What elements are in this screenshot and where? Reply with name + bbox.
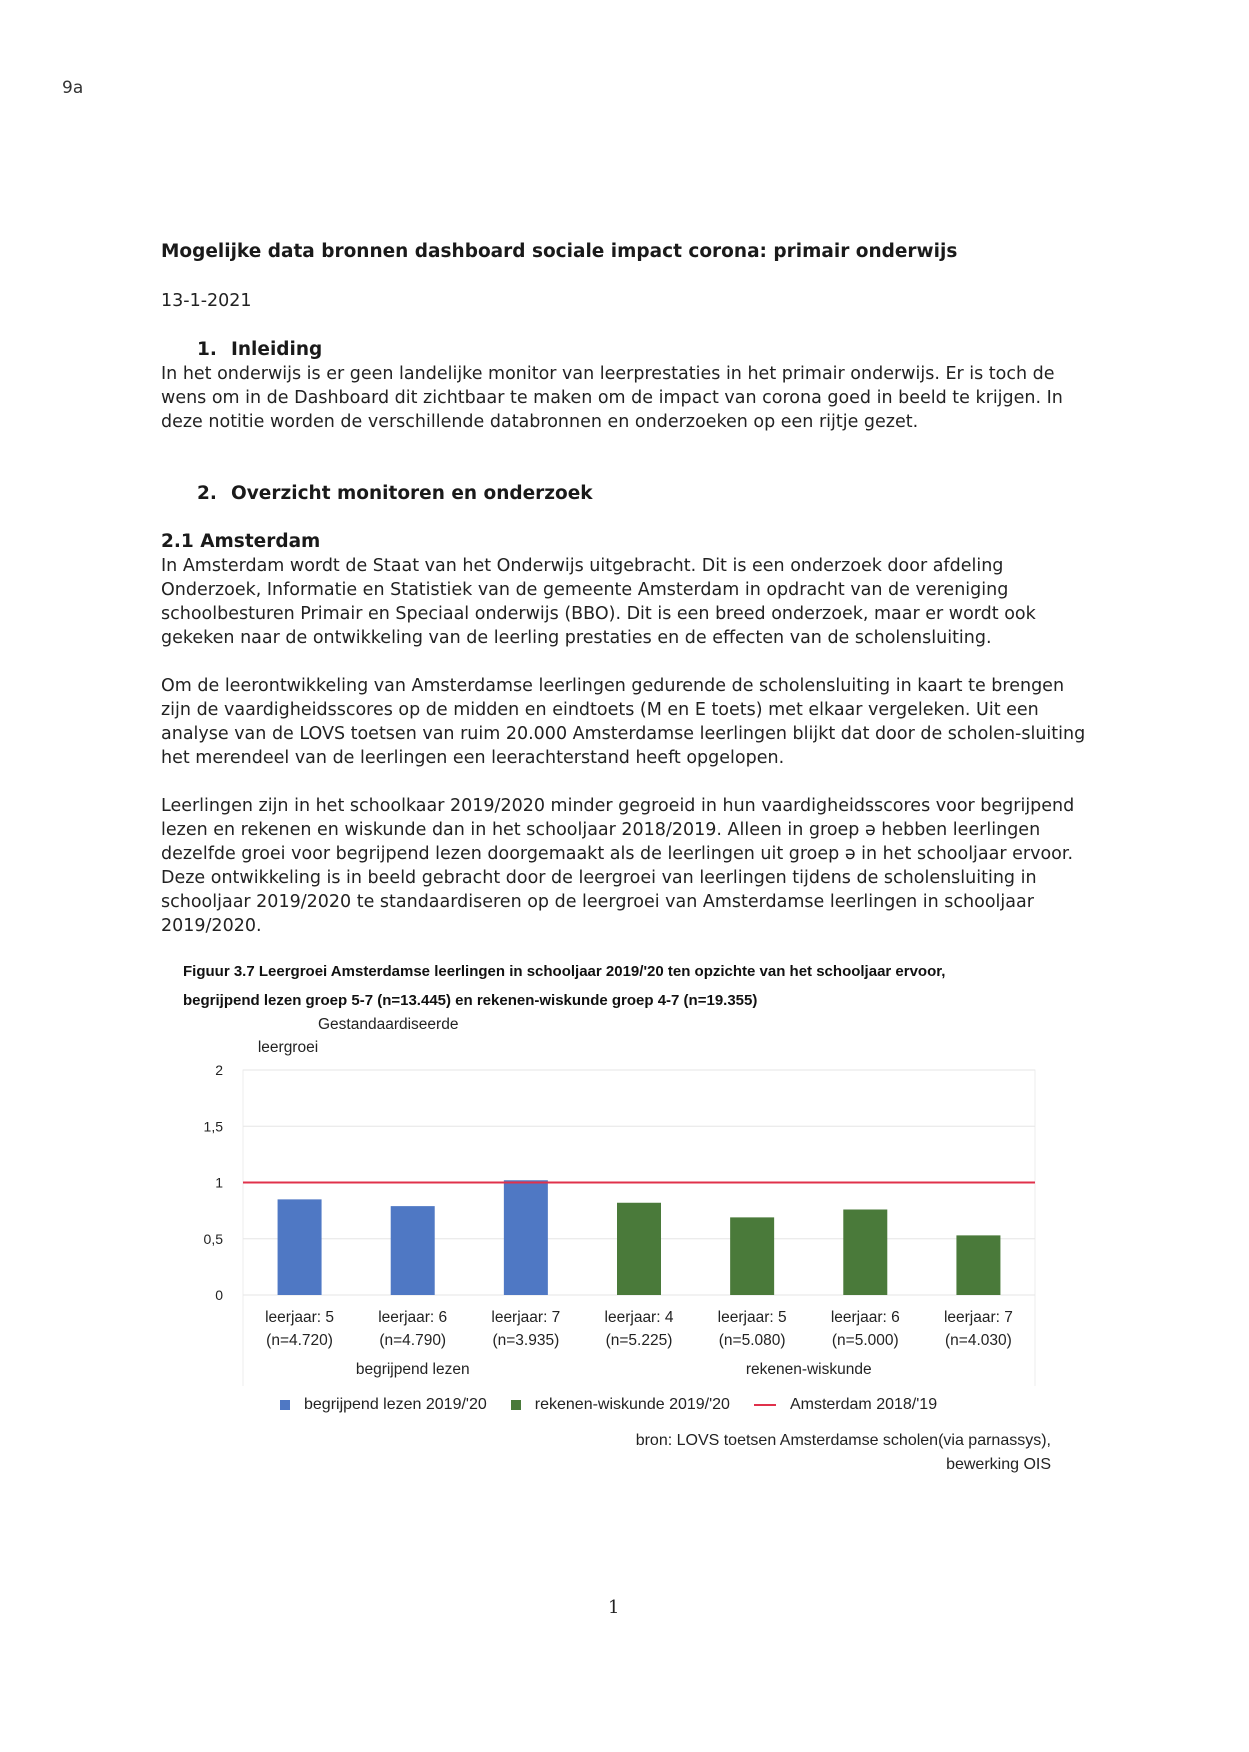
bar (843, 1210, 887, 1296)
x-tick-label: leerjaar: 7 (943, 1309, 1013, 1326)
x-tick-label-n: (n=5.225) (605, 1332, 673, 1349)
y-tick-label: 1,5 (203, 1118, 223, 1135)
x-tick-label-n: (n=3.935) (492, 1332, 560, 1349)
document-date: 13-1-2021 (161, 291, 252, 311)
legend-item-begrijpend (280, 1396, 487, 1414)
page-corner-label: 9a (62, 78, 84, 98)
x-tick-label: leerjaar: 5 (717, 1309, 787, 1326)
legend-item-reference (754, 1396, 937, 1414)
bar (278, 1199, 322, 1295)
x-tick-label: leerjaar: 5 (265, 1309, 335, 1326)
section21-paragraph-3: Leerlingen zijn in het schoolkaar 2019/2020 minder gegroeid in hun vaardigheidsscores voor begrijpend lezen en rekenen en wiskunde dan in het schooljaar 2018/2019. Alleen in groep ə hebben leerlingen dezelfde groei voor begrijpend lezen doorgemaakt als de leerlingen uit groep ə in het schooljaar ervoor. Deze ontwikkeling is in beeld gebracht door de leergroei van leerlingen tijdens de scholensluiting in schooljaar 2019/2020 te standaardiseren op de leergroei van Amsterdamse leerlingen in schooljaar 2019/2020. (161, 796, 1075, 936)
figure-caption-line1: Figuur 3.7 Leergroei Amsterdamse leerlingen in schooljaar 2019/'20 ten opzichte van het schooljaar ervoor, (183, 963, 946, 980)
bar (956, 1235, 1000, 1295)
section21-paragraph-1: In Amsterdam wordt de Staat van het Onderwijs uitgebracht. Dit is een onderzoek door afdeling Onderzoek, Informatie en Statistiek van de gemeente Amsterdam in opdracht van de vereniging schoolbesturen Primair en Speciaal onderwijs (BBO). Dit is een breed onderzoek, maar er wordt ook gekeken naar de ontwikkeling van de leerling prestaties en de effecten van de scholensluiting. (161, 556, 1036, 648)
x-tick-label-n: (n=4.790) (379, 1332, 447, 1349)
x-tick-label: leerjaar: 6 (378, 1309, 448, 1326)
bar-chart (175, 1010, 1055, 1386)
section2-heading: Overzicht monitoren en onderzoek (231, 483, 593, 504)
x-tick-label-n: (n=5.000) (831, 1332, 899, 1349)
x-group-label: rekenen-wiskunde (745, 1361, 872, 1378)
x-group-label: begrijpend lezen (355, 1361, 470, 1378)
y-tick-label: 1 (215, 1174, 223, 1191)
figure-source-line2: bewerking OIS (946, 1456, 1051, 1473)
legend-item-rekenen (511, 1396, 730, 1414)
legend-label-reference: Amsterdam 2018/'19 (789, 1396, 938, 1413)
section21-heading: 2.1 Amsterdam (161, 531, 321, 552)
section1-number: 1. (197, 339, 217, 360)
bar (504, 1180, 548, 1295)
figure-source-line1: bron: LOVS toetsen Amsterdamse scholen(via parnassys), (635, 1432, 1051, 1449)
x-tick-label-n: (n=4.030) (945, 1332, 1012, 1349)
bar (617, 1203, 661, 1295)
y-axis-label-line2: leergroei (257, 1039, 319, 1056)
y-tick-label: 0 (215, 1287, 223, 1303)
section21-paragraph-2: Om de leerontwikkeling van Amsterdamse leerlingen gedurende de scholensluiting in kaart te brengen zijn de vaardigheidsscores op de midden en eindtoets (M en E toets) met elkaar vergeleken. Uit een analyse van de LOVS toetsen van ruim 20.000 Amsterdamse leerlingen blijkt dat door de scholen-sluiting het merendeel van de leerlingen een leerachterstand heeft opgelopen. (161, 676, 1086, 768)
document-title: Mogelijke data bronnen dashboard sociale impact corona: primair onderwijs (161, 241, 958, 262)
legend-swatch-red-line (754, 1404, 776, 1406)
x-tick-label-n: (n=4.720) (266, 1332, 333, 1349)
section1-paragraph: In het onderwijs is er geen landelijke monitor van leerprestaties in het primair onderwijs. Er is toch de wens om in de Dashboard dit zichtbaar te maken om de impact van corona goed in beeld te krijgen. In deze notitie worden de verschillende databronnen en onderzoeken op een rijtje gezet. (161, 364, 1063, 432)
x-tick-label-n: (n=5.080) (718, 1332, 786, 1349)
bar (730, 1217, 774, 1295)
x-tick-label: leerjaar: 4 (604, 1309, 674, 1326)
section2-number: 2. (197, 483, 217, 504)
x-tick-label: leerjaar: 6 (830, 1309, 900, 1326)
chart-legend (280, 1396, 961, 1414)
figure-source (636, 1429, 1051, 1477)
bar (391, 1206, 435, 1295)
legend-label-begrijpend: begrijpend lezen 2019/'20 (304, 1396, 487, 1413)
y-tick-label: 0,5 (203, 1230, 223, 1247)
x-tick-label: leerjaar: 7 (491, 1309, 561, 1326)
y-tick-label: 2 (215, 1062, 223, 1078)
figure-caption-line2: begrijpend lezen groep 5-7 (n=13.445) en rekenen-wiskunde groep 4-7 (n=19.355) (183, 992, 758, 1009)
legend-swatch-green (511, 1400, 521, 1410)
section1-heading: Inleiding (231, 339, 323, 360)
legend-swatch-blue (280, 1400, 290, 1410)
legend-label-rekenen: rekenen-wiskunde 2019/'20 (534, 1396, 730, 1413)
page-number: 1 (608, 1597, 620, 1618)
y-axis-label-line1: Gestandaardiseerde (318, 1016, 459, 1033)
